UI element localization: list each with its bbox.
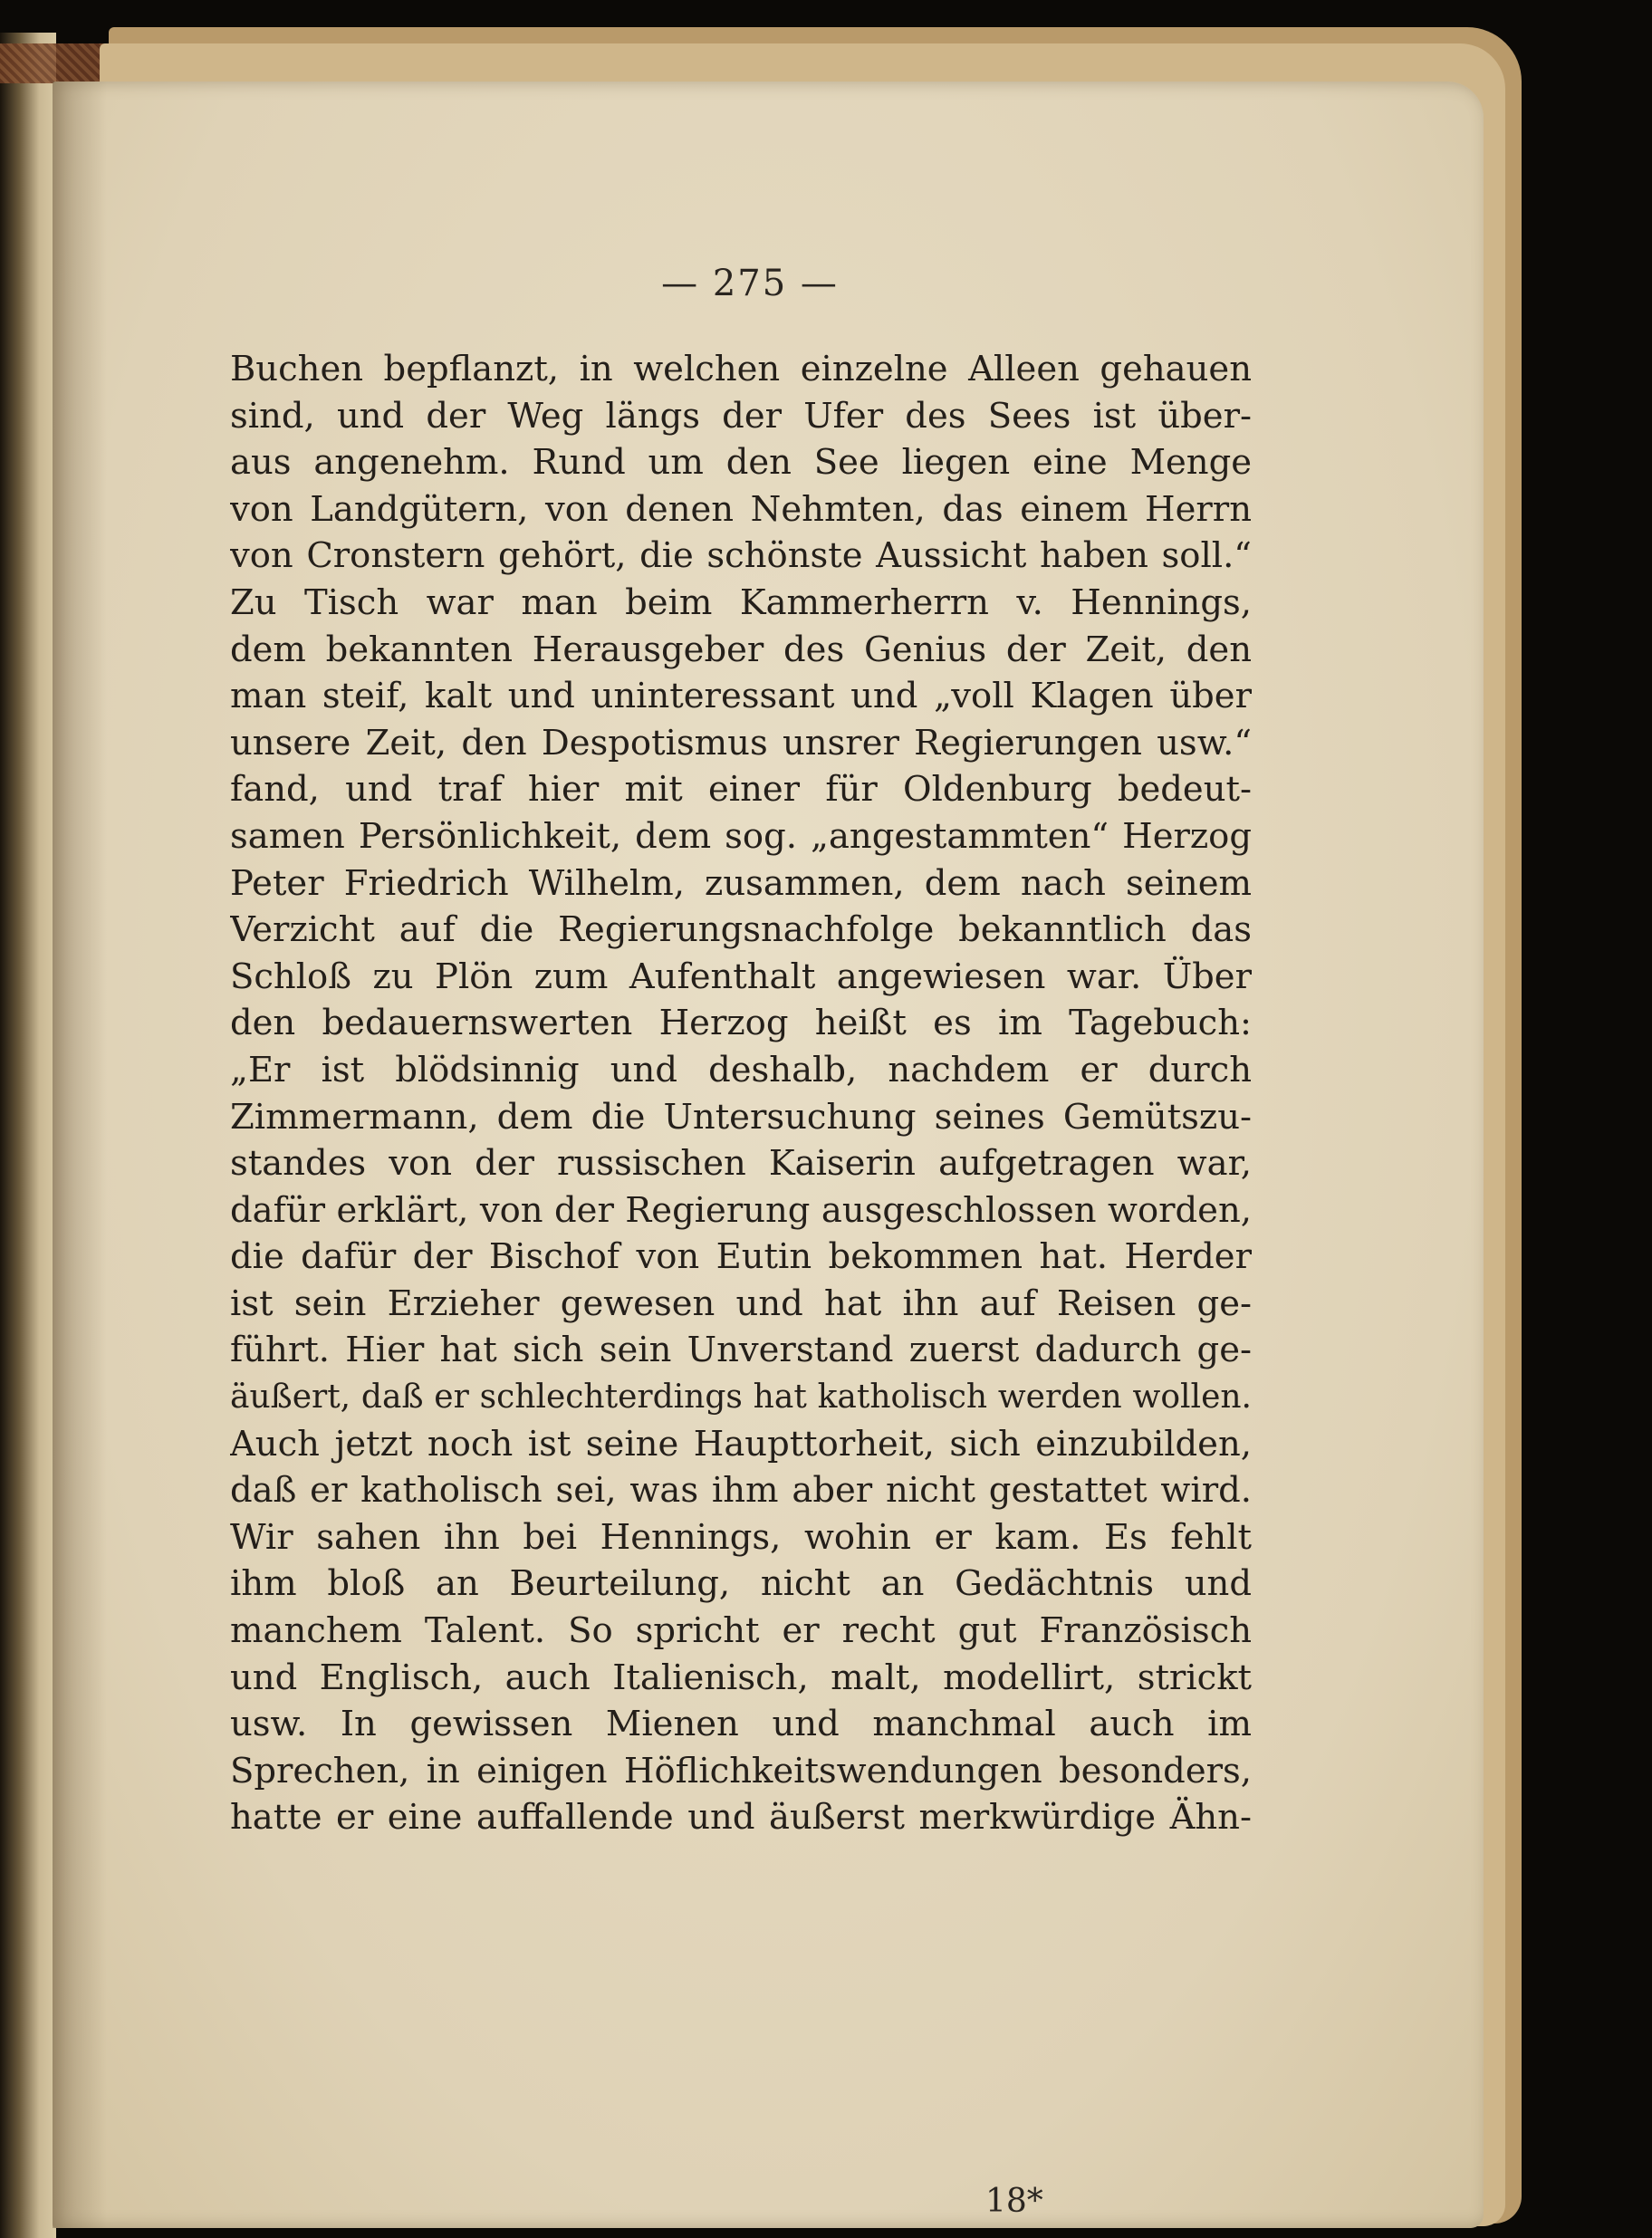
text-line: ihm bloß an Beurteilung, nicht an Gedächtnis und: [230, 1563, 1252, 1605]
text-line: Zimmermann, dem die Untersuchung seines Gemütszu-: [230, 1096, 1252, 1138]
book-page: [53, 82, 1484, 2228]
text-line: Schloß zu Plön zum Aufenthalt angewiesen war. Über: [230, 956, 1252, 997]
text-line: äußert, daß er schlechterdings hat katholisch werden wollen.: [230, 1378, 1252, 1417]
text-line: aus angenehm. Rund um den See liegen eine Menge: [230, 442, 1252, 484]
page-number-header: — 275 —: [661, 263, 839, 304]
text-line: dafür erklärt, von der Regierung ausgeschlossen worden,: [230, 1189, 1252, 1231]
text-line: von Landgütern, von denen Nehmten, das einem Herrn: [230, 488, 1252, 530]
text-line: sind, und der Weg längs der Ufer des Sees ist über-: [230, 395, 1252, 437]
text-line: Auch jetzt noch ist seine Haupttorheit, sich einzubilden,: [230, 1423, 1252, 1465]
text-line: führt. Hier hat sich sein Unverstand zuerst dadurch ge-: [230, 1330, 1252, 1371]
text-line: standes von der russischen Kaiserin aufgetragen war,: [230, 1143, 1252, 1185]
text-line: fand, und traf hier mit einer für Oldenburg bedeut-: [230, 769, 1252, 811]
text-line: Buchen bepflanzt, in welchen einzelne Alleen gehauen: [230, 349, 1252, 389]
text-line: den bedauernswerten Herzog heißt es im Tagebuch:: [230, 1003, 1252, 1044]
text-line: ist sein Erzieher gewesen und hat ihn auf Reisen ge-: [230, 1282, 1252, 1324]
text-line: Wir sahen ihn bei Hennings, wohin er kam. Es fehlt: [230, 1516, 1252, 1558]
text-line: Sprechen, in einigen Höflichkeitswendungen besonders,: [230, 1750, 1252, 1791]
text-line: manchem Talent. So spricht er recht gut Französisch: [230, 1610, 1252, 1652]
text-line: Zu Tisch war man beim Kammerherrn v. Hennings,: [230, 581, 1252, 623]
text-line: Peter Friedrich Wilhelm, zusammen, dem nach seinem: [230, 862, 1252, 904]
text-line: samen Persönlichkeit, dem sog. „angestammten“ Herzog: [230, 815, 1252, 857]
text-line: dem bekannten Herausgeber des Genius der Zeit, den: [230, 629, 1252, 670]
text-line: man steif, kalt und uninteressant und „voll Klagen über: [230, 676, 1252, 717]
text-line: und Englisch, auch Italienisch, malt, modellirt, strickt: [230, 1657, 1252, 1698]
book-binding: [0, 33, 56, 2238]
text-line: unsere Zeit, den Despotismus unsrer Regierungen usw.“: [230, 722, 1252, 764]
text-line: Verzicht auf die Regierungsnachfolge bekanntlich das: [230, 909, 1252, 951]
text-line: usw. In gewissen Mienen und manchmal auch im: [230, 1704, 1252, 1745]
signature-mark: 18*: [985, 2183, 1043, 2220]
text-line: hatte er eine auffallende und äußerst merkwürdige Ähn-: [230, 1797, 1252, 1839]
page-body-text: [230, 346, 1252, 1841]
text-line: von Cronstern gehört, die schönste Aussicht haben soll.“: [230, 535, 1252, 577]
text-line: daß er katholisch sei, was ihm aber nicht gestattet wird.: [230, 1470, 1252, 1512]
text-line: „Er ist blödsinnig und deshalb, nachdem er durch: [230, 1049, 1252, 1090]
text-line: die dafür der Bischof von Eutin bekommen hat. Herder: [230, 1236, 1252, 1278]
gutter-shadow: [53, 82, 107, 2228]
